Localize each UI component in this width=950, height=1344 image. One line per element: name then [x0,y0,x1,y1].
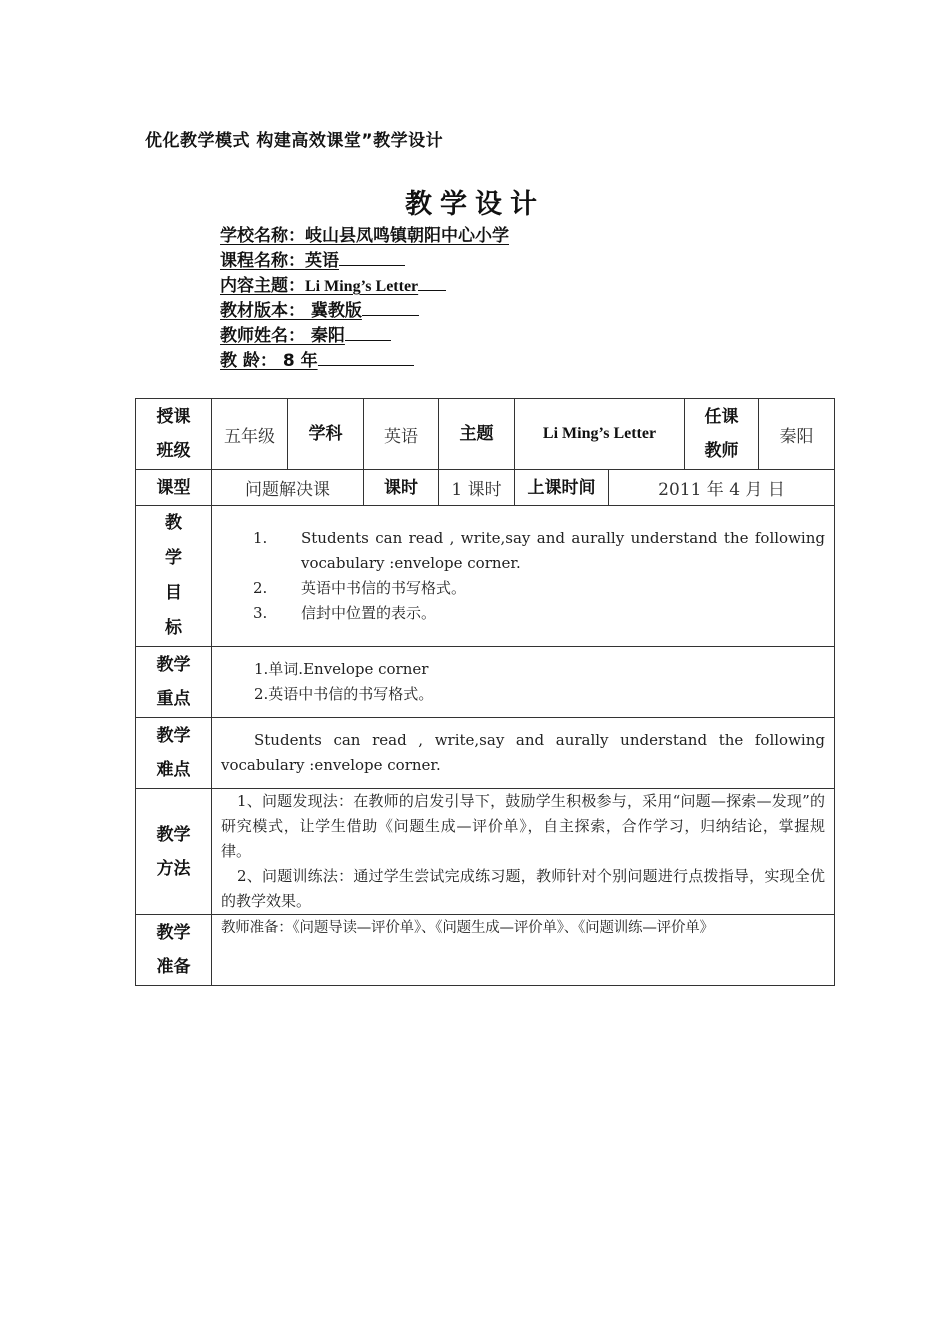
type-label: 课型 [136,470,212,506]
topic-value: Li Ming’s Letter [515,399,685,470]
table-row-goals [136,506,835,647]
teacher-label: 任课教师 [685,399,759,470]
table-row-class [136,399,835,470]
key-point-item: 1.单词.Envelope corner [254,660,429,678]
teacher-value: 秦阳 [759,399,835,470]
methods-content [212,789,835,915]
table-row-difficulties [136,718,835,789]
info-block [220,224,509,374]
info-course: 课程名称：英语 [220,249,509,274]
method-item: 1、问题发现法：在教师的启发引导下，鼓励学生积极参与，采用“问题—探索—发现”的研究模式，让学生借助《问题生成—评价单》，自主探索，合作学习，归纳结论，掌握规律。 [221,792,825,860]
page-title: 教学设计 [405,189,545,220]
key-point-item: 2.英语中书信的书写格式。 [254,685,434,703]
info-age: 教 龄： 8 年 [220,349,509,374]
subject-value: 英语 [364,399,439,470]
lesson-plan-table [135,398,835,986]
goals-content [212,506,835,647]
preparation-content: 教师准备：《问题导读—评价单》、《问题生成—评价单》、《问题训练—评价单》 [212,915,835,986]
time-value: 2011 年 4 月 日 [609,470,835,506]
difficulties-label: 教学难点 [136,718,212,789]
hours-value: 1 课时 [439,470,515,506]
type-value: 问题解决课 [212,470,364,506]
info-edition: 教材版本： 冀教版 [220,299,509,324]
table-row-preparation [136,915,835,986]
methods-label: 教学方法 [136,789,212,915]
goal-item: 1. Students can read , write,say and aurally understand the following vocabulary :envelope corner. [253,529,825,572]
info-school: 学校名称：岐山县凤鸣镇朝阳中心小学 [220,226,509,246]
difficulties-content: Students can read , write,say and aurally understand the following vocabulary :envelope corner. [212,718,835,789]
preparation-label: 教学准备 [136,915,212,986]
class-label: 授课班级 [136,399,212,470]
topic-label: 主题 [439,399,515,470]
key-points-label: 教学重点 [136,647,212,718]
document-header: 优化教学模式 构建高效课堂”教学设计 [145,131,444,151]
goals-label: 教学目标 [136,506,212,647]
info-topic: 内容主题：Li Ming’s Letter [220,274,509,299]
table-row-key-points [136,647,835,718]
info-teacher: 教师姓名： 秦阳 [220,324,509,349]
time-label: 上课时间 [515,470,609,506]
class-value: 五年级 [212,399,288,470]
method-item: 2、问题训练法：通过学生尝试完成练习题，教师针对个别问题进行点拨指导，实现全优的教学效果。 [221,867,825,910]
table-row-methods [136,789,835,915]
subject-label: 学科 [288,399,364,470]
table-row-type [136,470,835,506]
goal-item: 3. 信封中位置的表示。 [253,604,437,622]
hours-label: 课时 [364,470,439,506]
key-points-content [212,647,835,718]
goal-item: 2. 英语中书信的书写格式。 [253,579,467,597]
